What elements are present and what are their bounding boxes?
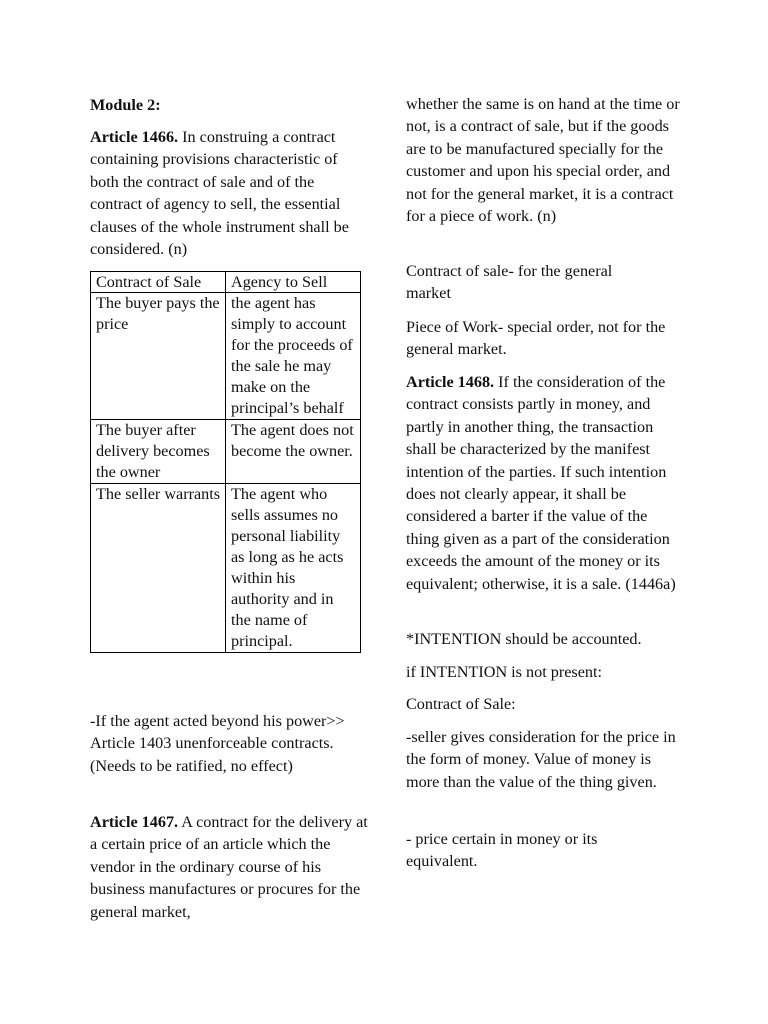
table-cell: The agent does not become the owner. [226,420,361,484]
article-1466 [90,126,365,260]
table-row [91,420,361,484]
note-beyond-power: -If the agent acted beyond his power>> Article 1403 unenforceable contracts. (Needs to be ratified, no effect) [90,712,345,775]
article-1467-text: A contract for the delivery at a certain price of an article which the vendor in the ordinary course of his business manufactures or procures for the general market, [90,813,368,921]
intention-note: *INTENTION should be accounted. [406,630,642,648]
comparison-table [90,271,361,653]
intention-absent: if INTENTION is not present: [406,663,603,681]
article-1467-continued: whether the same is on hand at the time or not, is a contract of sale, but if the goods are to be manufactured specially for the customer and upon his special order, and not for the general market, it is a contract for a piece of work. (n) [406,95,680,226]
table-cell: the agent has simply to account for the proceeds of the sale he may make on the principal’s behalf [226,293,361,420]
module-heading: Module 2: [90,96,161,114]
article-1468-text: If the consideration of the contract consists partly in money, and partly in another thing, the transaction shall be characterized by the manifest intention of the parties. If such intention does not clearly appear, it shall be considered a barter if the value of the thing given as a part of the consideration exceeds the amount of the money or its equivalent; otherwise, it is a sale. (1446a) [406,373,676,593]
table-row [91,293,361,420]
article-1467-label: Article 1467. [90,813,179,831]
article-1466-label: Article 1466. [90,128,179,146]
contract-of-sale-label: Contract of Sale: [406,695,516,713]
table-header-row [91,272,361,293]
table-cell: The seller warrants [91,484,226,653]
sale-point-2: - price certain in money or its equivalent. [406,830,598,871]
article-1468-label: Article 1468. [406,373,495,391]
table-header-sale: Contract of Sale [91,272,226,293]
sale-point-1: -seller gives consideration for the price in the form of money. Value of money is more than the value of the thing given. [406,728,676,791]
piece-of-work-note: Piece of Work- special order, not for the general market. [406,318,666,359]
article-1467 [90,811,368,923]
table-cell: The buyer after delivery becomes the owner [91,420,226,484]
article-1466-text: In construing a contract containing provisions characteristic of both the contract of sale and of the contract of agency to sell, the essential clauses of the whole instrument shall be considered. (n) [90,128,349,259]
table-row [91,484,361,653]
table-cell: The buyer pays the price [91,293,226,420]
article-1468 [406,371,682,595]
contract-of-sale-note: Contract of sale- for the general market [406,262,613,303]
table-header-agency: Agency to Sell [226,272,361,293]
table-cell: The agent who sells assumes no personal liability as long as he acts within his authority and in the name of principal. [226,484,361,653]
